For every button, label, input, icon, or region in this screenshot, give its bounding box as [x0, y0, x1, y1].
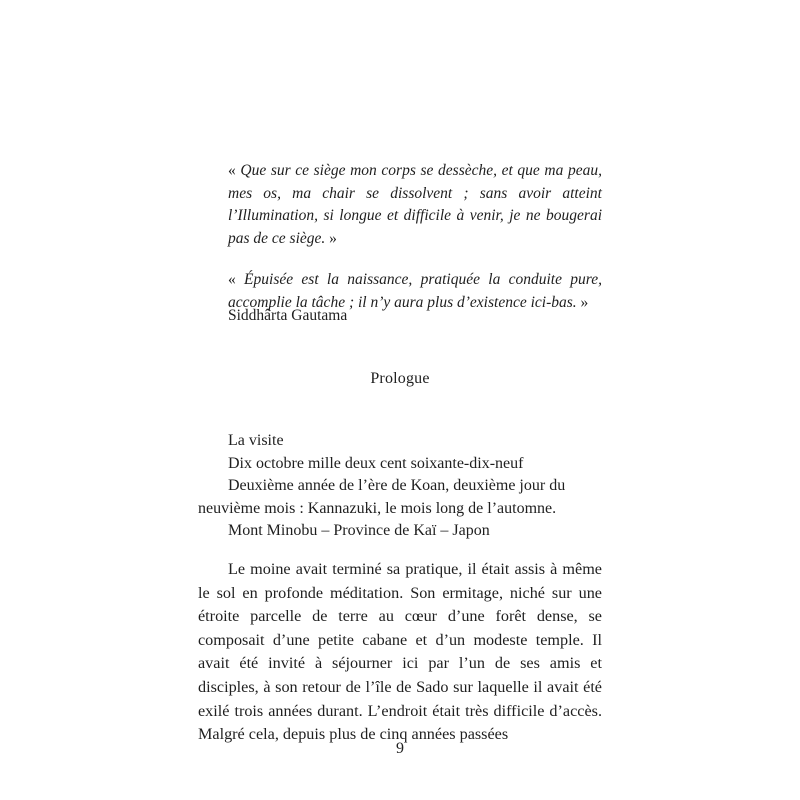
- chapter-heading-block: [198, 430, 602, 543]
- date-line: Dix octobre mille deux cent soixante-dix-neuf: [228, 454, 524, 472]
- location-line: Mont Minobu – Province de Kaï – Japon: [228, 522, 490, 539]
- section-title: La visite: [228, 432, 284, 449]
- page-number: 9: [396, 740, 404, 757]
- quote-open-mark: «: [228, 162, 241, 179]
- era-line-continued: neuvième mois : Kannazuki, le mois long de l’automne.: [198, 499, 557, 517]
- quote-text: Épuisée est la naissance, pratiquée la conduite pure, accomplie la tâche ; il n’y aura plus d’existence ici-bas.: [228, 271, 602, 311]
- quote-open-mark: «: [228, 271, 245, 288]
- epigraph: [228, 160, 602, 314]
- body-paragraph: Le moine avait terminé sa pratique, il était assis à même le sol en profonde méditation. Son ermitage, niché sur une étroite parcelle de terre au cœur d’une forêt dense, se composait d’une petite cabane et d’un modeste temple. Il avait été invité à séjourner ici par l’un de ses amis et disciples, à son retour de l’île de Sado sur laquelle il avait été exilé trois années durant. L’endroit était très difficile d’accès. Malgré cela, depuis plus de cinq années passées: [198, 560, 602, 744]
- epigraph-quote-1: [228, 160, 602, 250]
- chapter-title: Prologue: [370, 370, 430, 387]
- quote-text: Que sur ce siège mon corps se dessèche, et que ma peau, mes os, ma chair se dissolvent ; sans avoir atteint l’Illumination, si longue et difficile à venir, je ne bougerai pas de ce siège.: [228, 162, 603, 247]
- era-line: Deuxième année de l’ère de Koan, deuxième jour du: [228, 477, 566, 494]
- quote-close-mark: »: [325, 229, 337, 247]
- epigraph-attribution: Siddhârta Gautama: [228, 307, 348, 324]
- quote-close-mark: »: [576, 293, 589, 311]
